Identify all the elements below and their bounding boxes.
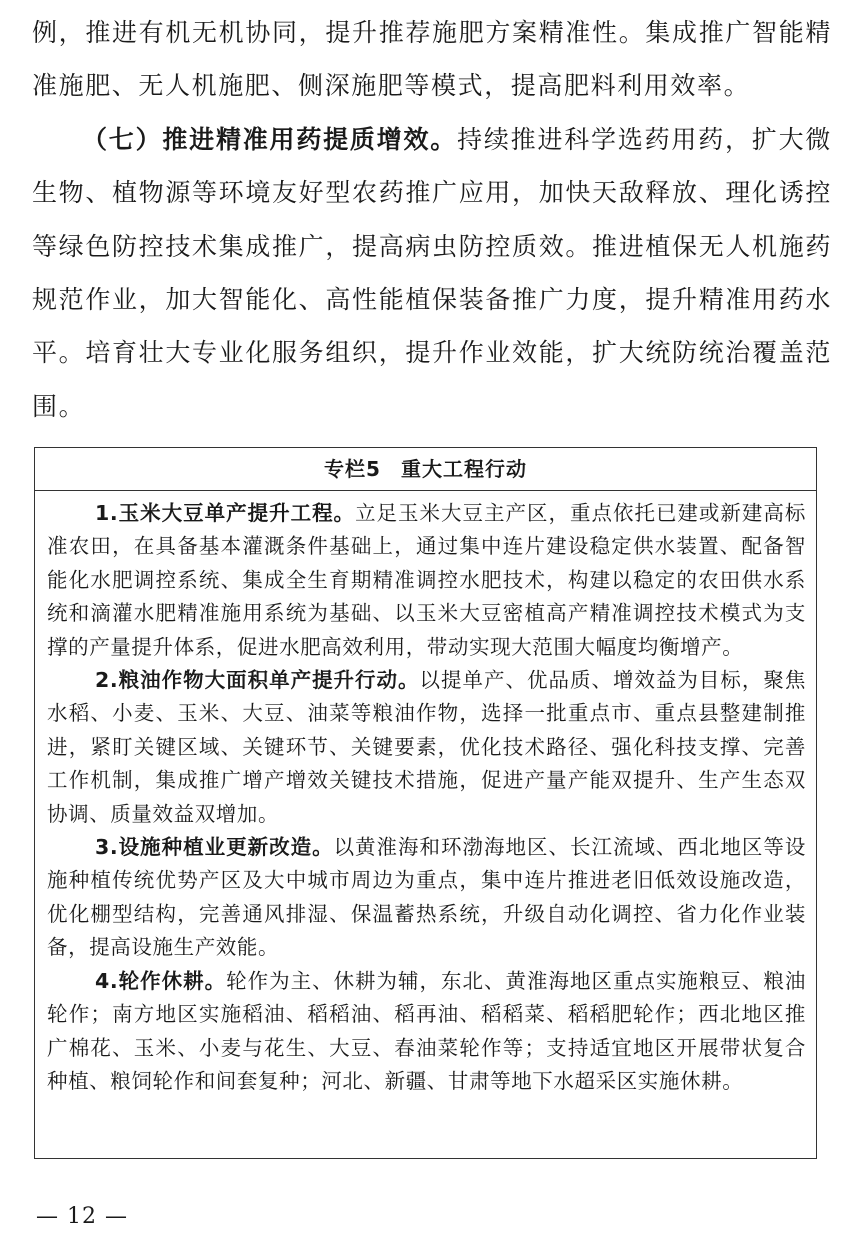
column-item-4-title: 4.轮作休耕。 — [95, 968, 227, 993]
column-item-1 — [47, 497, 806, 664]
body-text — [32, 6, 832, 433]
column-item-3-text: 以黄淮海和环渤海地区、长江流域、西北地区等设施种植传统优势产区及大中城市周边为重点，集中连片推进老旧低效设施改造，优化棚型结构，完善通风排湿、保温蓄热系统，升级自动化调控、省力化作业装备，提高设施生产效能。 — [47, 835, 806, 960]
column-item-1-title: 1.玉米大豆单产提升工程。 — [95, 501, 356, 525]
column-box-content — [35, 491, 816, 1098]
section-7-heading: （七）推进精准用药提质增效。 — [82, 124, 458, 154]
column-item-4-text: 轮作为主、休耕为辅，东北、黄淮海地区重点实施粮豆、粮油轮作；南方地区实施稻油、稻稻油、稻再油、稻稻菜、稻稻肥轮作；西北地区推广棉花、玉米、小麦与花生、大豆、春油菜轮作等；支持适宜地区开展带状复合种植、粮饲轮作和间套复种；河北、新疆、甘肃等地下水超采区实施休耕。 — [47, 968, 806, 1093]
column-item-2-text: 以提单产、优品质、增效益为目标，聚焦水稻、小麦、玉米、大豆、油菜等粮油作物，选择一批重点市、重点县整建制推进，紧盯关键区域、关键环节、关键要素，优化技术路径、强化科技支撑、完善工作机制，集成推广增产增效关键技术措施，促进产量产能双提升、生产生态双协调、质量效益双增加。 — [47, 668, 806, 826]
paragraph-fertilizer-end: 例，推进有机无机协同，提升推荐施肥方案精准性。集成推广智能精准施肥、无人机施肥、侧深施肥等模式，提高肥料利用效率。 — [32, 18, 832, 101]
column-item-2-title: 2.粮油作物大面积单产提升行动。 — [95, 668, 420, 693]
paragraph-section-7 — [32, 113, 832, 433]
column-item-4 — [47, 965, 806, 1099]
column-box-5 — [34, 447, 817, 1159]
column-box-label: 专栏5 — [324, 457, 381, 481]
page-number: — 12 — — [36, 1204, 128, 1229]
column-box-heading: 重大工程行动 — [400, 457, 527, 481]
column-item-3-title: 3.设施种植业更新改造。 — [95, 835, 334, 860]
column-item-3 — [47, 831, 806, 965]
column-item-2 — [47, 664, 806, 831]
column-item-1-text: 立足玉米大豆主产区，重点依托已建或新建高标准农田，在具备基本灌溉条件基础上，通过集中连片建设稳定供水装置、配备智能化水肥调控系统、集成全生育期精准调控水肥技术，构建以稳定的农田供水系统和滴灌水肥精准施用系统为基础、以玉米大豆密植高产精准调控技术模式为支撑的产量提升体系，促进水肥高效利用，带动实现大范围大幅度均衡增产。 — [47, 501, 806, 659]
column-box-title — [35, 448, 816, 491]
section-7-text: 持续推进科学选药用药，扩大微生物、植物源等环境友好型农药推广应用，加快天敌释放、理化诱控等绿色防控技术集成推广，提高病虫防控质效。推进植保无人机施药规范作业，加大智能化、高性能植保装备推广力度，提升精准用药水平。培育壮大专业化服务组织，提升作业效能，扩大统防统治覆盖范围。 — [32, 124, 832, 421]
